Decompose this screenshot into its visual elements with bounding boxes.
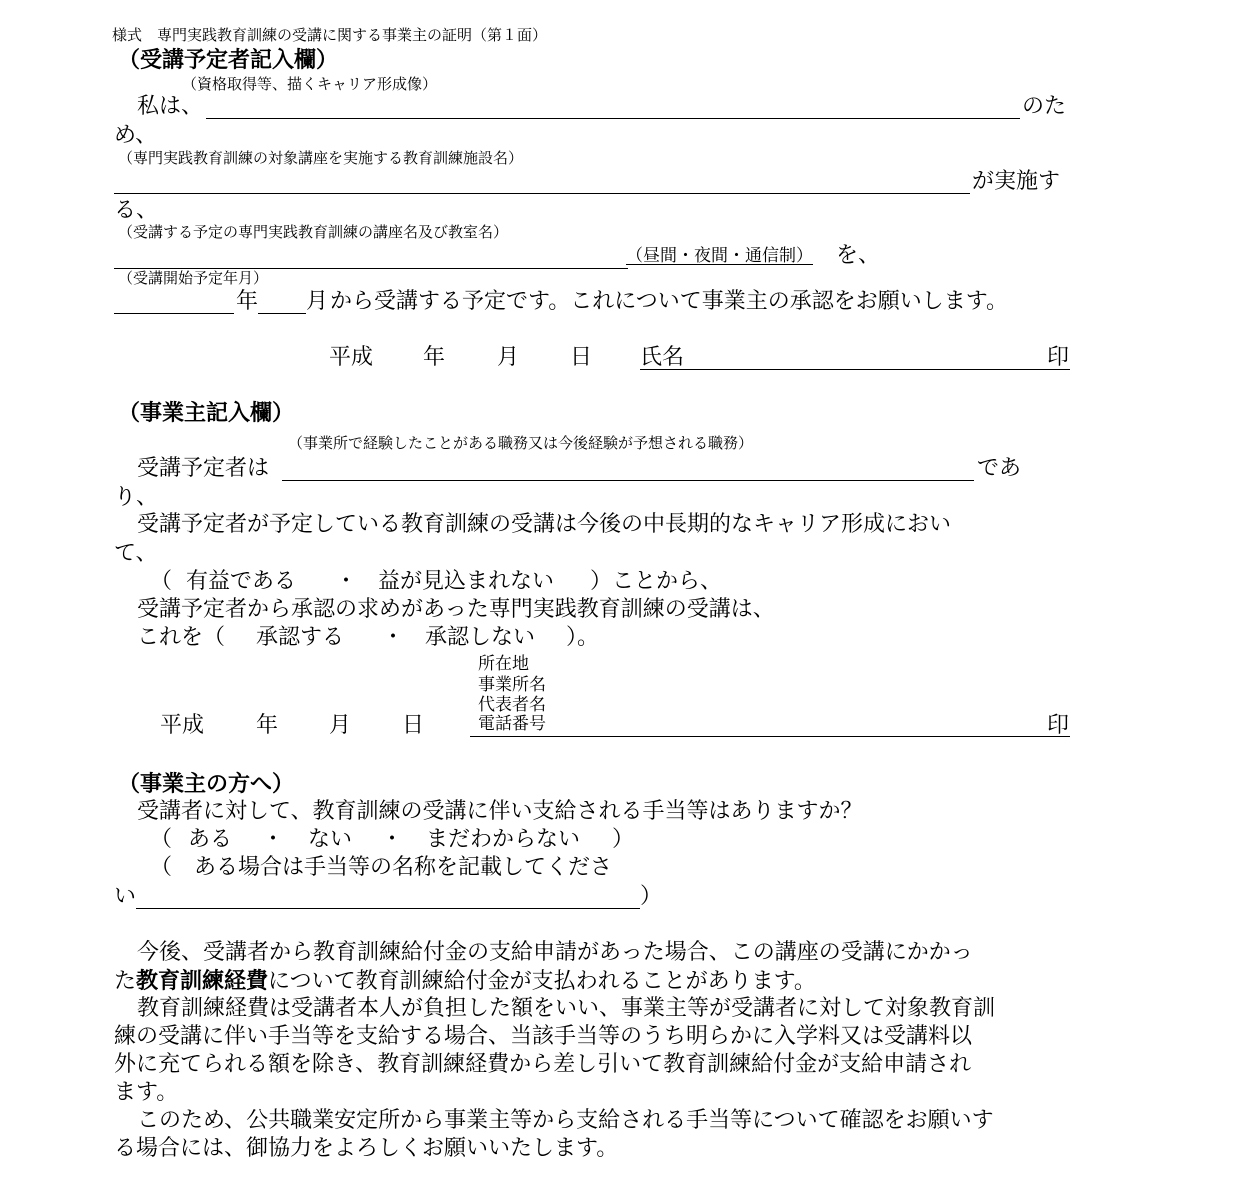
- employer-line1-prefix: 受講予定者は: [137, 456, 270, 481]
- allowance-name-prompt: （ ある場合は手当等の名称を記載してくださ: [150, 855, 613, 880]
- employer-info-field[interactable]: [470, 736, 1070, 737]
- employer-line2-wrap: て、: [114, 541, 158, 566]
- allowance-close: ）: [612, 827, 635, 852]
- start-hint: （受講開始予定年月）: [118, 269, 269, 287]
- applicant-section-heading: （受講予定者記入欄）: [118, 47, 339, 73]
- form-title: 様式 専門実践教育訓練の受講に関する事業主の証明（第１面）: [112, 26, 548, 44]
- start-month-field[interactable]: [258, 313, 306, 314]
- start-year-label: 年: [236, 289, 259, 314]
- representative-label: 代表者名: [478, 695, 546, 715]
- allowance-option-unknown[interactable]: まだわからない: [426, 827, 581, 852]
- employer-seal: 印: [1047, 713, 1070, 738]
- note-p1-line1: 今後、受講者から教育訓練給付金の支給申請があった場合、この講座の受講にかかっ: [137, 940, 973, 965]
- allowance-separator-2: ・: [381, 827, 404, 852]
- applicant-line1-prefix: 私は、: [137, 94, 204, 119]
- course-hint: （受講する予定の専門実践教育訓練の講座名及び教室名）: [118, 223, 509, 241]
- start-month-label: 月: [306, 289, 329, 314]
- employer-line1-suffix: であ: [977, 456, 1022, 481]
- applicant-date-year: 年: [423, 345, 446, 370]
- duty-field[interactable]: [282, 480, 974, 481]
- note-p1-line2: [114, 970, 816, 993]
- applicant-line1-suffix: のた: [1022, 94, 1067, 119]
- employer-date-era: 平成: [160, 713, 205, 738]
- note-p3-line1: このため、公共職業安定所から事業主等から支給される手当等について確認をお願いす: [137, 1108, 994, 1133]
- applicant-line1-wrap: め、: [114, 123, 158, 148]
- facility-hint: （専門実践教育訓練の対象講座を実施する教育訓練施設名）: [118, 149, 524, 167]
- course-suffix: を、: [836, 243, 881, 268]
- career-hint: （資格取得等、描くキャリア形成像）: [182, 75, 438, 93]
- note-p1-pre: た: [114, 969, 137, 994]
- note-p2-line4: ます。: [114, 1080, 179, 1105]
- applicant-line2-wrap: る、: [114, 198, 159, 223]
- allowance-name-field[interactable]: [136, 908, 640, 909]
- benefit-open: （: [150, 569, 173, 594]
- start-text: から受講する予定です。これについて事業主の承認をお願いします。: [330, 289, 1009, 314]
- employer-line4: 受講予定者から承認の求めがあった専門実践教育訓練の受講は、: [137, 597, 775, 622]
- allowance-question: 受講者に対して、教育訓練の受講に伴い支給される手当等はありますか？: [137, 799, 863, 824]
- applicant-date-day: 日: [570, 345, 593, 370]
- applicant-date-month: 月: [497, 345, 520, 370]
- start-year-field[interactable]: [114, 313, 234, 314]
- approve-separator: ・: [382, 625, 405, 650]
- employer-line1-wrap: り、: [114, 485, 159, 510]
- benefit-option-useful[interactable]: 有益である: [186, 569, 297, 594]
- note-p1-bold-term: 教育訓練経費: [136, 968, 269, 994]
- phone-label: 電話番号: [478, 714, 546, 734]
- allowance-option-yes[interactable]: ある: [188, 827, 233, 852]
- note-p2-line1: 教育訓練経費は受講者本人が負担した額をいい、事業主等が受講者に対して対象教育訓: [137, 996, 996, 1021]
- benefit-option-not-useful[interactable]: 益が見込まれない: [378, 569, 555, 594]
- duty-hint: （事業所で経験したことがある職務又は今後経験が予想される職務）: [288, 434, 754, 452]
- benefit-close: ）ことから、: [590, 569, 723, 594]
- address-label: 所在地: [478, 654, 529, 674]
- applicant-seal: 印: [1047, 345, 1070, 370]
- note-p2-line2: 練の受講に伴い手当等を支給する場合、当該手当等のうち明らかに入学料又は受講料以: [114, 1024, 973, 1049]
- applicant-date-era: 平成: [329, 345, 374, 370]
- employer-date-month: 月: [329, 713, 352, 738]
- office-name-label: 事業所名: [478, 675, 546, 695]
- approve-close: ）。: [566, 625, 600, 650]
- approve-option-no[interactable]: 承認しない: [425, 625, 536, 650]
- course-type-options[interactable]: （昼間・夜間・通信制）: [626, 246, 813, 266]
- approve-option-yes[interactable]: 承認する: [256, 625, 345, 650]
- allowance-name-close: ）: [640, 884, 663, 909]
- applicant-name-field[interactable]: [640, 369, 1070, 370]
- allowance-section-heading: （事業主の方へ）: [118, 771, 295, 797]
- approve-prefix: これを（: [137, 625, 226, 650]
- allowance-open: （: [150, 827, 173, 852]
- employer-date-year: 年: [256, 713, 279, 738]
- note-p2-line3: 外に充てられる額を除き、教育訓練経費から差し引いて教育訓練給付金が支給申請され: [114, 1052, 972, 1077]
- allowance-name-wrap: い: [114, 884, 137, 909]
- applicant-line2-suffix: が実施す: [972, 169, 1061, 194]
- employer-line2: 受講予定者が予定している教育訓練の受講は今後の中長期的なキャリア形成におい: [137, 512, 952, 537]
- allowance-option-no[interactable]: ない: [308, 827, 353, 852]
- employer-section-heading: （事業主記入欄）: [118, 400, 295, 426]
- career-goal-field[interactable]: [206, 118, 1020, 119]
- applicant-name-label: 氏名: [640, 345, 685, 370]
- note-p3-line2: る場合には、御協力をよろしくお願いいたします。: [114, 1136, 619, 1161]
- employer-date-day: 日: [402, 713, 425, 738]
- benefit-separator: ・: [335, 569, 358, 594]
- facility-name-field[interactable]: [114, 193, 970, 194]
- allowance-separator-1: ・: [262, 827, 285, 852]
- note-p1-post: について教育訓練給付金が支払われることがあります。: [268, 969, 816, 994]
